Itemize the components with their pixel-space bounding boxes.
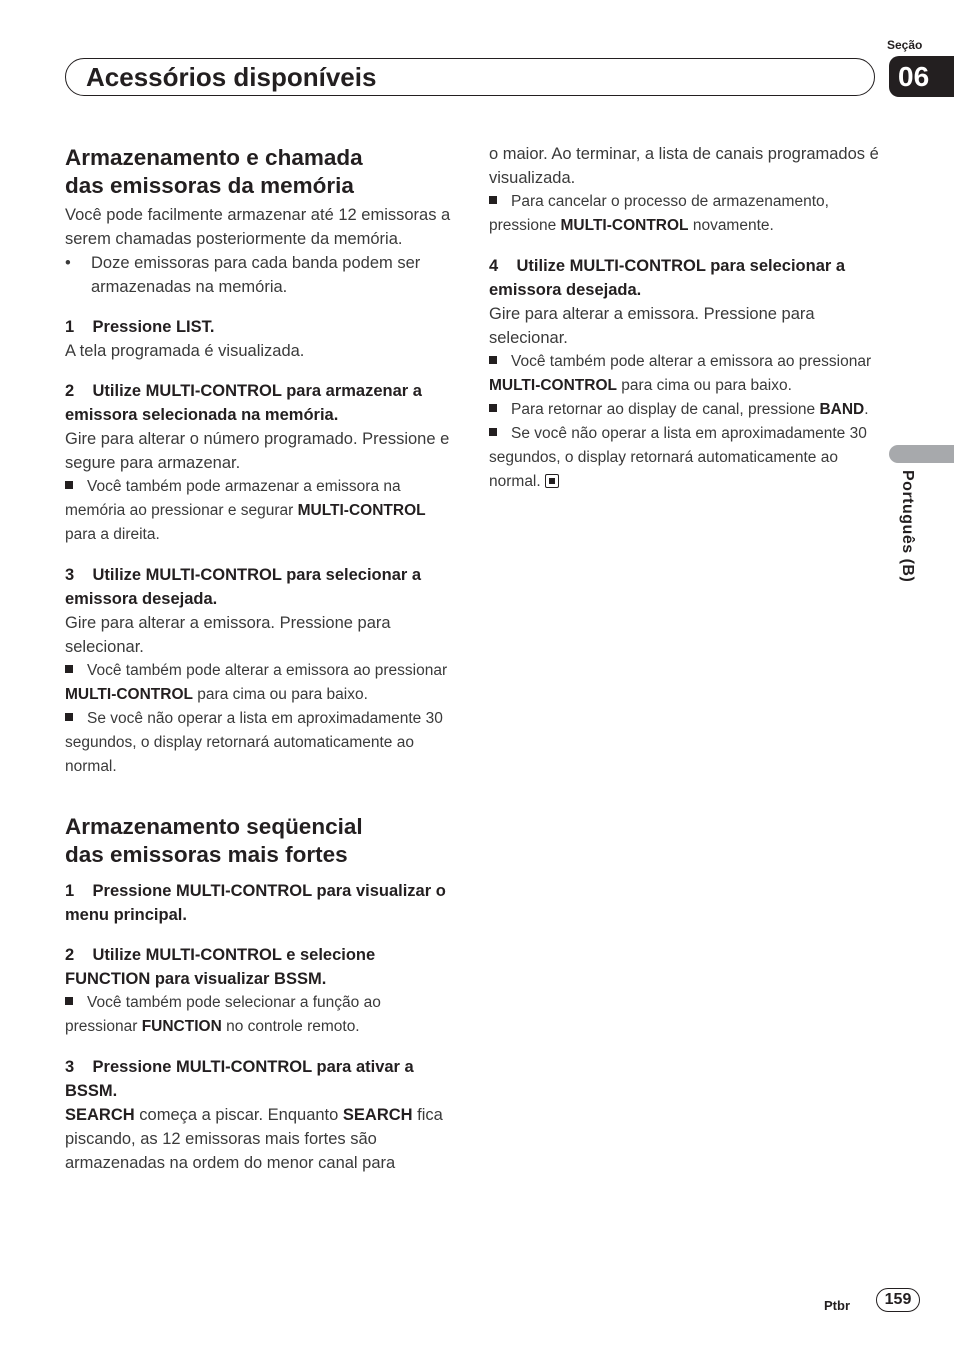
note-square-icon: [489, 404, 497, 412]
section-label: Seção: [887, 38, 923, 52]
note-item: Se você não operar a lista em aproximadamente 30 segundos, o display retornará automaticamente ao normal.: [65, 710, 443, 775]
right-column: [489, 144, 879, 494]
step-heading: 2 Utilize MULTI-CONTROL para armazenar a emissora selecionada na memória.: [65, 382, 427, 424]
note-item: Para retornar ao display de canal, pressione BAND.: [489, 398, 879, 422]
note-item: Você também pode armazenar a emissora na memória ao pressionar e segurar MULTI-CONTROL para a direita.: [65, 478, 426, 543]
left-column: [65, 144, 455, 1175]
step-body: Gire para alterar a emissora. Pressione para selecionar.: [489, 305, 815, 347]
end-mark-icon: [545, 474, 559, 488]
note-item: Para cancelar o processo de armazenamento, pressione MULTI-CONTROL novamente.: [489, 193, 829, 234]
note-item: Você também pode selecionar a função ao pressionar FUNCTION no controle remoto.: [65, 994, 381, 1035]
step-heading: 3 Utilize MULTI-CONTROL para selecionar a emissora desejada.: [65, 566, 426, 608]
step-heading: 3 Pressione MULTI-CONTROL para ativar a BSSM.: [65, 1058, 419, 1100]
section-heading-bssm: Armazenamento seqüencial das emissoras mais fortes: [65, 814, 363, 867]
continued-body: o maior. Ao terminar, a lista de canais programados é visualizada.: [489, 145, 879, 187]
note-item: Você também pode alterar a emissora ao pressionar MULTI-CONTROL para cima ou para baixo.: [489, 353, 872, 394]
language-label: Português (B): [899, 470, 916, 583]
intro-paragraph: Você pode facilmente armazenar até 12 emissoras a serem chamadas posteriormente da memória.: [65, 206, 451, 248]
page-number: 159: [876, 1288, 920, 1312]
note-square-icon: [489, 356, 497, 364]
step-body: A tela programada é visualizada.: [65, 342, 305, 360]
page-title: Acessórios disponíveis: [86, 62, 377, 92]
page-header: [65, 58, 875, 96]
note-square-icon: [65, 997, 73, 1005]
note-item: Se você não operar a lista em aproximadamente 30 segundos, o display retornará automaticamente ao normal.: [489, 425, 867, 490]
step-body: Gire para alterar a emissora. Pressione para selecionar.: [65, 614, 391, 656]
step-body: Gire para alterar o número programado. Pressione e segure para armazenar.: [65, 430, 450, 472]
note-square-icon: [65, 665, 73, 673]
step-heading: 4 Utilize MULTI-CONTROL para selecionar a emissora desejada.: [489, 257, 850, 299]
step-heading: 1 Pressione LIST.: [65, 318, 215, 336]
step-heading: 1 Pressione MULTI-CONTROL para visualizar o menu principal.: [65, 882, 451, 924]
footer-language-code: Ptbr: [824, 1298, 850, 1313]
language-tab: [889, 445, 954, 463]
step-heading: 2 Utilize MULTI-CONTROL e selecione FUNCTION para visualizar BSSM.: [65, 946, 380, 988]
step-body: SEARCH começa a piscar. Enquanto SEARCH fica piscando, as 12 emissoras mais fortes são armazenadas na ordem do menor canal para: [65, 1106, 443, 1172]
note-square-icon: [65, 713, 73, 721]
note-square-icon: [489, 196, 497, 204]
note-square-icon: [489, 428, 497, 436]
note-item: Você também pode alterar a emissora ao pressionar MULTI-CONTROL para cima ou para baixo.: [65, 662, 448, 703]
section-number-box: 06: [889, 56, 954, 97]
note-square-icon: [65, 481, 73, 489]
section-heading-memory: Armazenamento e chamada das emissoras da memória: [65, 145, 363, 198]
bullet-item: • Doze emissoras para cada banda podem ser armazenadas na memória.: [65, 254, 421, 296]
